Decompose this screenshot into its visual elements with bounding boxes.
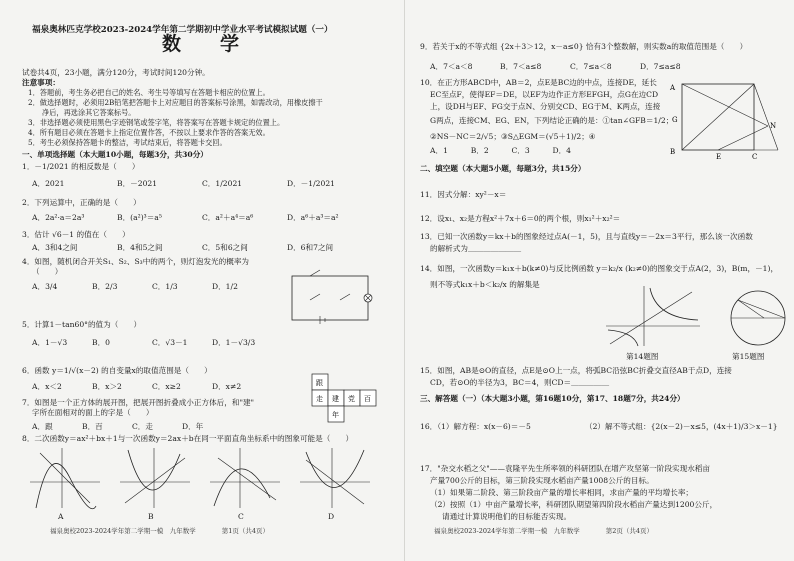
graph-b	[120, 448, 190, 508]
q2-option-a: A．2a²·a＝2a³	[32, 213, 85, 222]
q7-option-c: C．走	[132, 422, 153, 431]
question-1: 1．－1/2021 的相反数是（ ）	[22, 162, 140, 171]
question-10-l4: G两点，连接CM、EG、EN，下列结论正确的是：①tan∠GFB＝1/2；	[430, 116, 674, 125]
cube-label-3: 建	[332, 395, 339, 403]
point-b-label: B	[670, 148, 676, 156]
q8-graphs	[30, 448, 370, 512]
note-4: 4．所有题目必须在答题卡上指定位置作答，不按以上要求作答的答案无效。	[28, 128, 270, 137]
question-13-l1: 13．已知一次函数y＝kx＋b的图象经过点A(－1，5)，且与直线y＝－2x＝3平行，那么该一次函数	[420, 232, 753, 241]
q10-square-figure	[668, 80, 780, 160]
q14-hyperbola-figure	[606, 286, 702, 348]
q3-option-c: C．5和6之间	[202, 243, 248, 252]
q3-option-a: A．3和4之间	[32, 243, 78, 252]
exam-info: 试卷共4页，23小题，满分120分，考试时间120分钟。	[22, 68, 210, 77]
q1-option-c: C．1/2021	[202, 179, 243, 188]
cube-label-5: 百	[364, 395, 371, 403]
question-3: 3．估计 √6－1 的值在（ ）	[22, 230, 130, 239]
q9-option-c: C．7≤a＜8	[570, 62, 612, 71]
point-c-label: C	[752, 153, 758, 161]
q1-option-b: B．－2021	[117, 179, 158, 188]
question-13-l2: 的解析式为＿＿＿＿＿＿＿	[430, 244, 522, 253]
graph-c	[210, 448, 280, 508]
graph-label-c: C	[238, 512, 244, 521]
question-10-l1: 10．在正方形ABCD中，AB＝2，点E是BC边的中点，连接DE，延长	[420, 78, 657, 87]
q4-option-d: D．1/2	[212, 282, 238, 291]
q4-option-c: C．1/3	[152, 282, 178, 291]
graph-label-d: D	[328, 512, 335, 521]
page-1	[22, 24, 407, 536]
section-1-heading: 一、单项选择题（本大题10小题，每题3分，共30分）	[22, 150, 208, 159]
point-g-label: G	[672, 116, 678, 124]
question-2: 2．下列运算中，正确的是（ ）	[22, 198, 141, 207]
q5-option-b: B．0	[92, 338, 111, 347]
subject-title: 数 学	[162, 33, 250, 55]
note-3: 3．非选择题必须使用黑色字迹钢笔或签字笔，将答案写在答题卡规定的位置上。	[28, 118, 285, 127]
cube-label-2: 走	[316, 395, 323, 403]
q6-option-d: D．x≠2	[212, 382, 242, 391]
point-n-label: N	[770, 122, 777, 130]
q5-option-c: C．√3－1	[152, 338, 188, 347]
question-10-l2: EC至点F，使得EF＝DE，以EF为边作正方形EFGH，点G在边CD	[430, 90, 659, 99]
question-14-l1: 14．如图，一次函数y＝k₁x＋b(k≠0)与反比例函数 y＝k₂/x (k₂≠0)的图象交于点A(2，3)，B(m，－1)，	[420, 264, 779, 273]
q6-option-c: C．x≥2	[152, 382, 181, 391]
question-11: 11．因式分解：xy²－x＝	[420, 190, 507, 199]
q6-option-a: A．x＜2	[32, 382, 62, 391]
note-5: 5．考生必须保持答题卡的整洁，考试结束后，将答题卡交回。	[28, 138, 227, 147]
q4-option-b: B．2/3	[92, 282, 118, 291]
q7-option-d: D．年	[182, 422, 204, 431]
q7-option-a: A．跟	[32, 422, 53, 431]
q9-option-a: A．7＜a＜8	[430, 62, 473, 71]
page-2	[420, 24, 794, 536]
q1-option-d: D．－1/2021	[287, 179, 335, 188]
q2-option-c: C．a²＋a⁴＝a⁶	[202, 213, 254, 222]
question-5: 5．计算1－tan60°的值为（ ）	[22, 320, 142, 329]
cube-label-6: 年	[332, 411, 339, 419]
question-15-l2: CD，若⊙O的半径为3，BC＝4，则CD＝＿＿＿＿＿	[430, 378, 610, 387]
question-6: 6．函数 y＝1/√(x－2) 的自变量x的取值范围是（ ）	[22, 366, 212, 375]
fig-15-caption: 第15题图	[732, 352, 765, 361]
question-10-l5: ②NS－NC＝2/√5；③S△EGM＝(√5＋1)/2；④	[430, 132, 596, 141]
cube-label-1: 跟	[316, 379, 323, 387]
page-1-footer: 福泉奥校2023-2024学年第二学期一模 九年数学 第1页（共4页）	[50, 527, 270, 535]
question-16-part-1: 16．（1）解方程：x(x－6)＝－5	[420, 422, 531, 431]
q7-option-b: B．百	[82, 422, 103, 431]
question-15-l1: 15．如图，AB是⊙O的直径，点E是⊙O上一点，将弧BC沿弦BC折叠交直径AB于点D，连接	[420, 366, 732, 375]
question-12: 12．设x₁、x₂是方程x²＋7x＋6＝0的两个根，则x₁²＋x₂²＝	[420, 214, 621, 223]
q9-option-b: B．7＜a≤8	[500, 62, 542, 71]
q9-option-d: D．7≤a≤8	[640, 62, 681, 71]
point-e-label: E	[716, 153, 722, 161]
question-10-l3: 上，设DH与EF、FG交于点N、分别交CD、EG于M、K两点，连接	[430, 102, 661, 111]
section-2-heading: 二、填空题（本大题5小题，每题3分，共15分）	[420, 164, 586, 173]
question-14-l2: 则不等式k₁x＋b＜k₂/x 的解集是	[430, 280, 540, 289]
q3-option-d: D．6和7之间	[287, 243, 334, 252]
question-17-l5: 请通过计算说明他们的目标能否实现。	[442, 512, 572, 521]
point-a-label: A	[670, 84, 676, 92]
question-4: 4．如图，随机闭合开关S₁、S₂、S₃中的两个，则灯泡发光的概率为	[22, 257, 250, 266]
question-8: 8．二次函数y＝ax²＋bx＋1与一次函数y＝2ax＋b在同一平面直角坐标系中的图象可能是（ ）	[22, 434, 354, 443]
graph-a	[30, 448, 100, 509]
q15-circle-figure	[718, 288, 794, 348]
graph-label-a: A	[58, 512, 64, 521]
question-17-l2: 产量700公斤的目标，第三阶段实现水稻亩产量1008公斤的目标。	[430, 476, 654, 485]
question-7-cont: 字所在面相对的面上的字是（ ）	[32, 408, 154, 417]
q1-option-a: A．2021	[32, 179, 65, 188]
q6-option-b: B．x＞2	[92, 382, 122, 391]
fig-14-caption: 第14题图	[626, 352, 659, 361]
graph-label-b: B	[148, 512, 154, 521]
note-1: 1．答题前，考生务必把自己的姓名、考生号等填写在答题卡相应的位置上。	[28, 88, 270, 97]
section-3-heading: 三、解答题（一）（本大题3小题，第16题10分，第17、18题7分，共24分）	[420, 394, 685, 403]
q3-option-b: B．4和5之间	[117, 243, 163, 252]
page-2-footer: 福泉奥校2023-2024学年第二学期一模 九年数学 第2页（共4页）	[434, 527, 654, 535]
notes-title: 注意事项：	[22, 78, 60, 87]
circuit-diagram	[290, 270, 372, 326]
cube-label-4: 党	[348, 395, 355, 403]
question-7: 7．如图是一个正方体的展开图，把展开图折叠成小正方体后，和"建"	[22, 398, 255, 407]
question-10-options: A．1 B．2 C．3 D．4	[430, 146, 572, 155]
question-17-l3: （1）如果第二阶段、第三阶段亩产量的增长率相同，求亩产量的平均增长率；	[430, 488, 694, 497]
exam-title: 福泉奥林匹克学校2023-2024学年第二学期初中学业水平考试模拟试题（一）	[32, 25, 333, 35]
q2-option-d: D．a⁶＋a³＝a²	[287, 213, 339, 222]
q5-option-a: A．1－√3	[32, 338, 68, 347]
question-17-l1: 17．"杂交水稻之父"——袁隆平先生所率领的科研团队在增产攻坚第一阶段实现水稻亩	[420, 464, 711, 473]
question-9: 9．若关于x的不等式组 {2x＋3＞12，x－a≤0} 恰有3个整数解，则实数a的取值范围是（ ）	[420, 42, 748, 51]
question-16-part-2: （2）解不等式组：{2(x－2)－x≤5，(4x＋1)/3＞x－1}	[585, 422, 778, 431]
q4-option-a: A．3/4	[32, 282, 58, 291]
q2-option-b: B．(a²)³＝a⁵	[117, 213, 162, 222]
note-2: 2．做选择题时，必须用2B铅笔把答题卡上对应题目的答案标号涂黑，如需改动，用橡皮擦干	[28, 98, 323, 107]
graph-d	[300, 448, 370, 508]
note-2b: 净后，再选涂其它答案标号。	[42, 108, 136, 117]
question-17-l4: （2）按照（1）中亩产量增长率，科研团队期望第四阶段水稻亩产量达到1200公斤，	[430, 500, 718, 509]
question-4-cont: （ ）	[32, 267, 63, 276]
q5-option-d: D．1－√3/3	[212, 338, 256, 347]
cube-net	[312, 374, 384, 430]
